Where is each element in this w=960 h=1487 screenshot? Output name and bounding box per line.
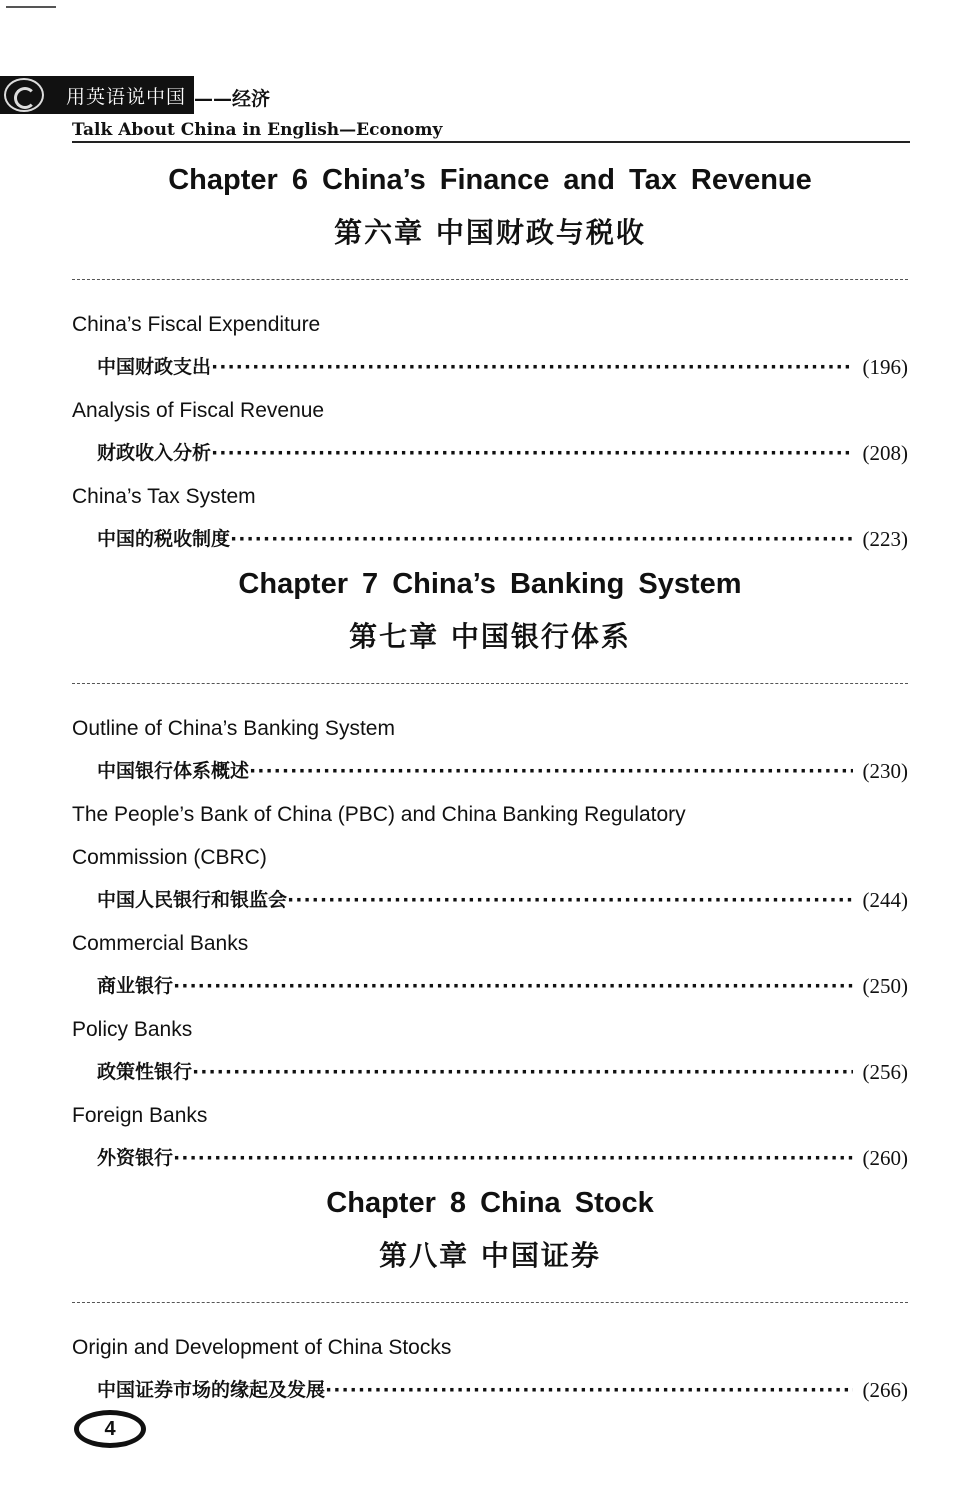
dot-leader bbox=[211, 346, 852, 389]
toc-entry-row[interactable] bbox=[72, 518, 908, 561]
chapter-title: Chapter 8 China Stock bbox=[326, 1187, 654, 1219]
entry-title-en: Commission (CBRC) bbox=[72, 846, 267, 869]
entry-title-cn: 财政收入分析 bbox=[97, 442, 212, 464]
entry-title-cn: 外资银行 bbox=[97, 1147, 174, 1169]
entry-title-en: Policy Banks bbox=[72, 1018, 193, 1041]
dotted-separator bbox=[72, 263, 908, 303]
toc-entry-row[interactable] bbox=[72, 879, 908, 922]
entry-title-en: Analysis of Fiscal Revenue bbox=[72, 399, 325, 422]
entry-title-en: Commercial Banks bbox=[72, 932, 249, 955]
scan-mark bbox=[6, 6, 56, 8]
table-of-contents bbox=[72, 157, 908, 1412]
entry-title-en: China’s Fiscal Expenditure bbox=[72, 313, 321, 336]
chapter-title-cn: 第八章 中国证券 bbox=[379, 1239, 601, 1272]
subject-title-cn: ——经济 bbox=[194, 88, 271, 110]
entry-page-number: (196) bbox=[862, 355, 908, 379]
entry-title-cn: 商业银行 bbox=[97, 975, 174, 997]
dot-leader bbox=[211, 432, 852, 475]
dotted-separator bbox=[72, 667, 908, 707]
series-title-en: Talk About China in English—Economy bbox=[72, 120, 443, 140]
dot-leader bbox=[173, 965, 852, 1008]
chapter-title: Chapter 7 China’s Banking System bbox=[238, 568, 742, 600]
header-rule bbox=[72, 141, 910, 143]
dot-leader bbox=[287, 879, 852, 922]
toc-entry-row[interactable] bbox=[72, 432, 908, 475]
entry-page-number: (230) bbox=[862, 759, 908, 783]
entry-page-number: (208) bbox=[862, 441, 908, 465]
toc-entry-row[interactable] bbox=[72, 1137, 908, 1180]
entry-page-number: (244) bbox=[862, 888, 908, 912]
entry-page-number: (223) bbox=[862, 527, 908, 551]
entry-title-en: China’s Tax System bbox=[72, 485, 256, 508]
entry-title-en: Foreign Banks bbox=[72, 1104, 208, 1127]
chapter-title-cn: 第七章 中国银行体系 bbox=[349, 620, 631, 653]
series-title-cn: 用英语说中国 bbox=[66, 85, 187, 108]
entry-title-en: Outline of China’s Banking System bbox=[72, 717, 395, 740]
entry-title-cn: 中国银行体系概述 bbox=[97, 760, 250, 782]
toc-entry-row[interactable] bbox=[72, 965, 908, 1008]
entry-title-cn: 中国财政支出 bbox=[97, 356, 212, 378]
entry-page-number: (256) bbox=[862, 1060, 908, 1084]
chapter-title: Chapter 6 China’s Finance and Tax Revenue bbox=[168, 164, 812, 196]
running-header-banner bbox=[0, 76, 194, 114]
page-number: 4 bbox=[74, 1410, 146, 1448]
entry-title-en: Origin and Development of China Stocks bbox=[72, 1336, 452, 1359]
dot-leader bbox=[173, 1137, 852, 1180]
entry-title-en: The People’s Bank of China (PBC) and China Banking Regulatory bbox=[72, 803, 686, 826]
toc-entry-row[interactable] bbox=[72, 1369, 908, 1412]
entry-title-cn: 政策性银行 bbox=[97, 1061, 193, 1083]
dotted-separator bbox=[72, 1286, 908, 1326]
toc-entry-row[interactable] bbox=[72, 750, 908, 793]
entry-page-number: (260) bbox=[862, 1146, 908, 1170]
entry-page-number: (266) bbox=[862, 1378, 908, 1402]
chapter-title-cn: 第六章 中国财政与税收 bbox=[334, 216, 646, 249]
dot-leader bbox=[230, 518, 852, 561]
dot-leader bbox=[249, 750, 852, 793]
entry-page-number: (250) bbox=[862, 974, 908, 998]
dot-leader bbox=[325, 1369, 852, 1412]
entry-title-cn: 中国的税收制度 bbox=[97, 528, 231, 550]
dot-leader bbox=[192, 1051, 852, 1094]
toc-entry-row[interactable] bbox=[72, 346, 908, 389]
dragon-logo-icon bbox=[4, 78, 44, 112]
toc-entry-row[interactable] bbox=[72, 1051, 908, 1094]
entry-title-cn: 中国证券市场的缘起及发展 bbox=[97, 1379, 326, 1401]
entry-title-cn: 中国人民银行和银监会 bbox=[97, 889, 288, 911]
